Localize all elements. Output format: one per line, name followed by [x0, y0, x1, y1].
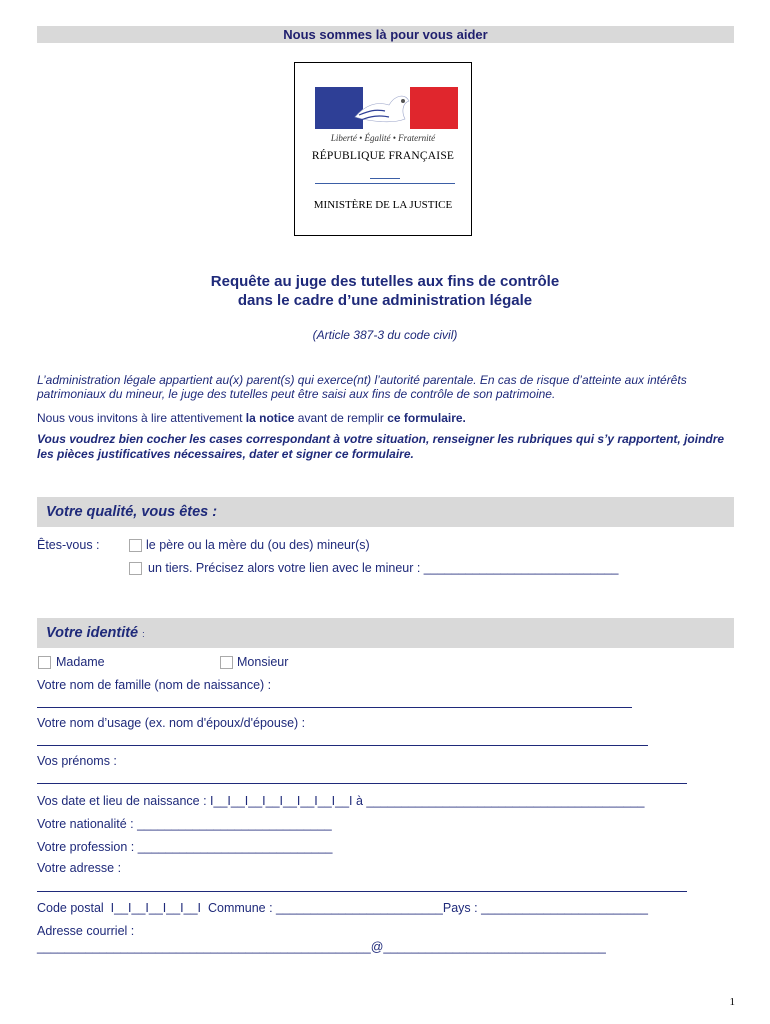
adresse-label: Votre adresse : [37, 861, 122, 875]
notice-instruction [37, 411, 466, 425]
marianne-flag-icon [315, 87, 458, 129]
document-title [0, 272, 770, 310]
help-banner: Nous sommes là pour vous aider [37, 26, 734, 43]
section-qualite-header [37, 497, 734, 527]
nom-usage-field[interactable] [37, 745, 648, 746]
logo-divider [315, 183, 455, 184]
section-identite-header [37, 618, 734, 648]
section-identite-heading [46, 625, 145, 641]
title-line-1: Requête au juge des tutelles aux fins de contrôle [210, 273, 560, 290]
nationalite-field[interactable]: Votre nationalité : ____________________________ [37, 817, 332, 831]
identite-heading-text: Votre identité [46, 625, 139, 641]
logo-ministry: MINISTÈRE DE LA JUSTICE [313, 199, 453, 211]
question-label: Êtes-vous : [37, 538, 100, 552]
checkbox-monsieur[interactable] [220, 656, 233, 669]
checkbox-tiers[interactable] [129, 562, 142, 575]
checkbox-madame[interactable] [38, 656, 51, 669]
notice-text-2: avant de remplir [294, 411, 388, 425]
code-postal-commune-pays-field[interactable]: Code postal I__I__I__I__I__I Commune : ________________________Pays : ________________________ [37, 901, 648, 915]
logo-republic: RÉPUBLIQUE FRANÇAISE [311, 150, 455, 162]
page-number: 1 [729, 996, 735, 1008]
article-reference: (Article 387-3 du code civil) [312, 328, 458, 342]
notice-text-1: Nous vous invitons à lire attentivement [37, 411, 246, 425]
naissance-field[interactable]: Vos date et lieu de naissance : I__I__I__I__I__I__I__I__I à ________________________________________ [37, 794, 645, 808]
profession-field[interactable]: Votre profession : ____________________________ [37, 840, 333, 854]
logo-motto: Liberté • Égalité • Fraternité [330, 133, 436, 143]
logo-divider-short [370, 178, 400, 179]
ministry-logo [294, 62, 472, 236]
nom-usage-label: Votre nom d’usage (ex. nom d'époux/d'épouse) : [37, 716, 306, 730]
courriel-label: Adresse courriel : [37, 924, 135, 938]
fill-instructions: Vous voudrez bien cocher les cases correspondant à votre situation, renseigner les rubriques qui s’y rapportent, joindre les pièces justificatives nécessaires, dater et signer ce formulaire. [37, 432, 725, 461]
nom-famille-label: Votre nom de famille (nom de naissance) : [37, 678, 272, 692]
monsieur-label: Monsieur [237, 655, 289, 669]
option-parent-label: le père ou la mère du (ou des) mineur(s) [146, 538, 370, 552]
courriel-field[interactable]: ________________________________________________@________________________________ [37, 940, 606, 954]
prenoms-label: Vos prénoms : [37, 754, 117, 768]
madame-label: Madame [56, 655, 105, 669]
form-text: ce formulaire. [387, 411, 466, 425]
checkbox-parent[interactable] [129, 539, 142, 552]
prenoms-field[interactable] [37, 783, 687, 784]
adresse-field[interactable] [37, 891, 687, 892]
nom-famille-field[interactable] [37, 707, 632, 708]
notice-link-text: la notice [245, 411, 295, 425]
title-line-2: dans le cadre d’une administration légale [237, 292, 533, 309]
option-tiers-label[interactable]: un tiers. Précisez alors votre lien avec le mineur : ____________________________ [148, 561, 619, 575]
identite-heading-colon: : [142, 629, 145, 639]
intro-paragraph: L’administration légale appartient au(x) parent(s) qui exerce(nt) l’autorité parentale. En cas de risque d’atteinte aux intérêts patrimoniaux du mineur, le juge des tutelles peut être saisi aux fins de contrôle de son patrimoine. [37, 373, 687, 401]
section-qualite-heading: Votre qualité, vous êtes : [46, 504, 218, 520]
